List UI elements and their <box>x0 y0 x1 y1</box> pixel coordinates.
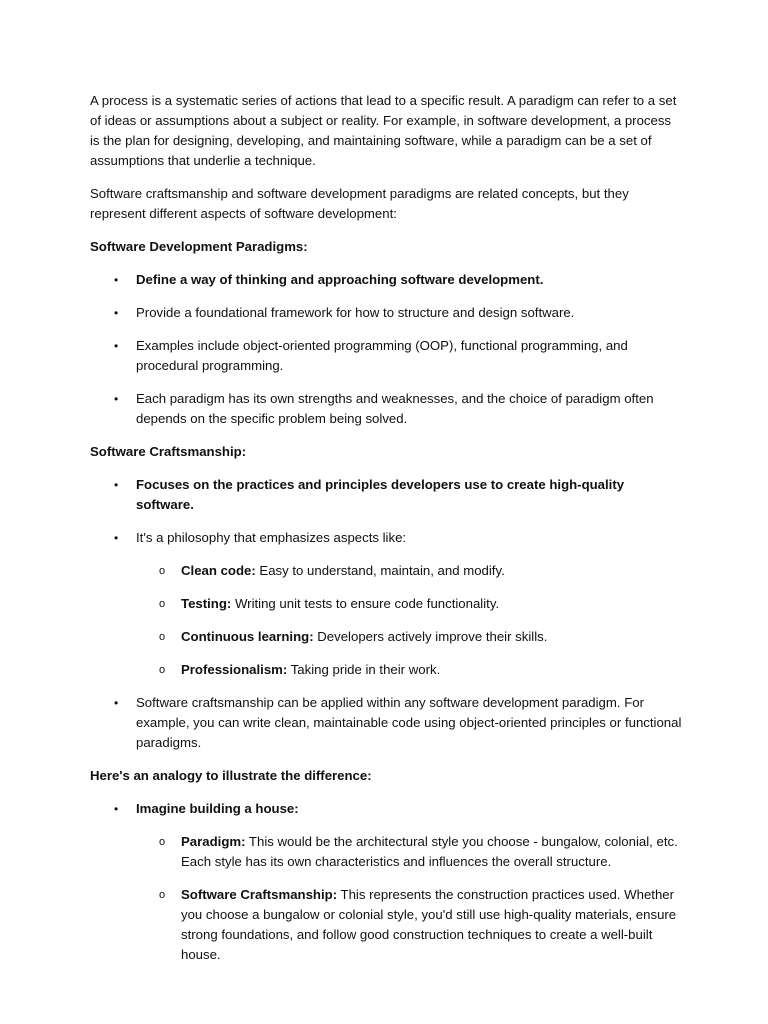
list-item-text: Software craftsmanship can be applied within any software development paradigm. For example, you can write clean, maintainable code using object-oriented principles or functional paradigms. <box>136 695 682 750</box>
aspect-description: Taking pride in their work. <box>287 662 441 677</box>
circle-bullet-icon: o <box>159 598 166 610</box>
paradigms-list <box>90 270 684 429</box>
intro-paragraph-1: A process is a systematic series of actions that lead to a specific result. A paradigm can refer to a set of ideas or assumptions about a subject or reality. For example, in software development, a process is the plan for designing, developing, and maintaining software, while a paradigm can be a set of assumptions that underlie a technique. <box>90 93 677 168</box>
aspect-term: Testing: <box>181 596 232 611</box>
sub-list-item <box>136 832 684 872</box>
list-item-text: Each paradigm has its own strengths and weaknesses, and the choice of paradigm often depends on the specific problem being solved. <box>136 391 654 426</box>
aspect-description: Developers actively improve their skills. <box>313 629 548 644</box>
list-item <box>90 799 684 965</box>
circle-bullet-icon: o <box>159 836 166 848</box>
list-item <box>90 693 684 753</box>
aspects-sublist <box>136 561 684 680</box>
craftsmanship-heading: Software Craftsmanship: <box>90 444 247 459</box>
paradigms-heading: Software Development Paradigms: <box>90 239 308 254</box>
intro-paragraph-2: Software craftsmanship and software development paradigms are related concepts, but they represent different aspects of software development: <box>90 186 629 221</box>
bullet-icon: • <box>114 273 119 287</box>
sub-list-item <box>136 627 684 647</box>
sub-list-item <box>136 561 684 581</box>
aspect-description: Easy to understand, maintain, and modify. <box>255 563 505 578</box>
list-item-text: Imagine building a house: <box>136 801 299 816</box>
list-item-text: Define a way of thinking and approaching software development. <box>136 272 544 287</box>
analogy-term: Paradigm: <box>181 834 246 849</box>
bullet-icon: • <box>114 802 119 816</box>
aspect-term: Clean code: <box>181 563 256 578</box>
bullet-icon: • <box>114 531 119 545</box>
list-item <box>90 475 684 515</box>
sub-list-item <box>136 885 684 965</box>
list-item-text: Examples include object-oriented programming (OOP), functional programming, and procedural programming. <box>136 338 628 373</box>
list-item <box>90 528 684 680</box>
sub-list-item <box>136 660 684 680</box>
analogy-list <box>90 799 684 965</box>
bullet-icon: • <box>114 696 119 710</box>
analogy-term: Software Craftsmanship: <box>181 887 338 902</box>
aspect-term: Professionalism: <box>181 662 288 677</box>
analogy-description: This represents the construction practices used. Whether you choose a bungalow or colonial style, you'd still use high-quality materials, ensure strong foundations, and follow good construction techniques to create a well-built house. <box>181 887 677 962</box>
craftsmanship-list <box>90 475 684 753</box>
circle-bullet-icon: o <box>159 565 166 577</box>
circle-bullet-icon: o <box>159 889 166 901</box>
bullet-icon: • <box>114 339 119 353</box>
bullet-icon: • <box>114 478 119 492</box>
list-item-text: Provide a foundational framework for how to structure and design software. <box>136 305 575 320</box>
analogy-sublist <box>136 832 684 965</box>
list-item-text: It's a philosophy that emphasizes aspects like: <box>136 530 407 545</box>
bullet-icon: • <box>114 392 119 406</box>
aspect-term: Continuous learning: <box>181 629 314 644</box>
bullet-icon: • <box>114 306 119 320</box>
analogy-description: This would be the architectural style you choose - bungalow, colonial, etc. Each style has its own characteristics and influences the overall structure. <box>181 834 678 869</box>
list-item <box>90 303 684 323</box>
analogy-heading: Here's an analogy to illustrate the difference: <box>90 768 372 783</box>
aspect-description: Writing unit tests to ensure code functionality. <box>231 596 500 611</box>
list-item-text: Focuses on the practices and principles developers use to create high-quality software. <box>136 477 625 512</box>
list-item <box>90 389 684 429</box>
circle-bullet-icon: o <box>159 631 166 643</box>
circle-bullet-icon: o <box>159 664 166 676</box>
list-item <box>90 336 684 376</box>
sub-list-item <box>136 594 684 614</box>
document-page <box>90 91 684 978</box>
list-item <box>90 270 684 290</box>
